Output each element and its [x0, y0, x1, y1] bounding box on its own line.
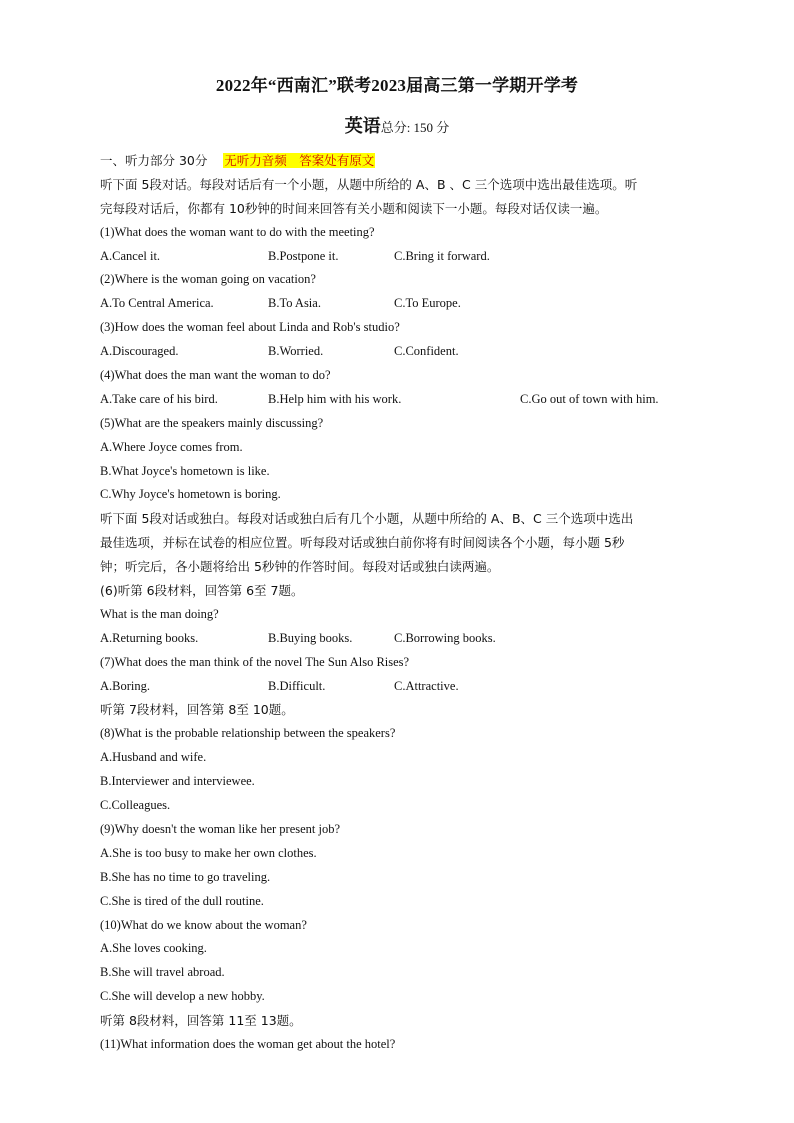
option-a: A.To Central America. [100, 296, 214, 311]
option-a: A.Where Joyce comes from. [100, 439, 243, 454]
question-stem: (4)What does the man want the woman to do? [100, 368, 331, 383]
group-intro: (6)听第 6段材料，回答第 6至 7题。 [100, 583, 304, 599]
subject-line [0, 112, 794, 138]
option-row [100, 245, 700, 269]
option-a: A.Boring. [100, 678, 150, 693]
option-b: B.Postpone it. [268, 248, 339, 263]
group-intro: 听第 8段材料，回答第 11至 13题。 [100, 1013, 302, 1029]
option-a: A.She loves cooking. [100, 941, 207, 956]
total-score: 总分: 150 分 [380, 120, 450, 135]
option-c: C.Why Joyce's hometown is boring. [100, 487, 281, 502]
question-stem: (8)What is the probable relationship between the speakers? [100, 726, 396, 741]
instructions-line: 最佳选项，并标在试卷的相应位置。听每段对话或独白前你将有时间阅读各个小题，每小题 5秒 [100, 535, 625, 551]
question-stem: (1)What does the woman want to do with the meeting? [100, 224, 375, 239]
option-b: B.Help him with his work. [268, 391, 402, 406]
option-b: B.She will travel abroad. [100, 965, 225, 980]
question-stem: (9)Why doesn't the woman like her present job? [100, 821, 341, 836]
option-row [100, 340, 700, 364]
subject-name: 英语 [344, 116, 381, 137]
option-row [100, 627, 700, 651]
option-c: C.Borrowing books. [394, 630, 496, 645]
option-row [100, 292, 700, 316]
option-b: B.Difficult. [268, 678, 326, 693]
section-label: 一、听力部分 30分 [100, 153, 208, 168]
option-a: A.Cancel it. [100, 248, 161, 263]
highlighted-note: 无听力音频 答案处有原文 [224, 153, 375, 168]
section-heading [100, 149, 700, 173]
question-stem: What is the man doing? [100, 606, 219, 621]
option-a: A.She is too busy to make her own clothes. [100, 845, 317, 860]
question-stem: (3)How does the woman feel about Linda and Rob's studio? [100, 320, 400, 335]
option-b: B.What Joyce's hometown is like. [100, 463, 270, 478]
option-row [100, 388, 700, 412]
question-stem: (10)What do we know about the woman? [100, 917, 307, 932]
option-c: C.Colleagues. [100, 798, 171, 813]
option-row [100, 675, 700, 699]
option-c: C.To Europe. [394, 296, 461, 311]
instructions-line: 钟；听完后，各小题将给出 5秒钟的作答时间。每段对话或独白读两遍。 [100, 559, 500, 575]
option-c: C.She is tired of the dull routine. [100, 893, 264, 908]
option-b: B.Worried. [268, 344, 324, 359]
option-a: A.Take care of his bird. [100, 391, 218, 406]
question-stem: (2)Where is the woman going on vacation? [100, 272, 316, 287]
option-a: A.Returning books. [100, 630, 199, 645]
question-stem: (11)What information does the woman get about the hotel? [100, 1036, 396, 1051]
option-a: A.Discouraged. [100, 344, 179, 359]
question-stem: (7)What does the man think of the novel The Sun Also Rises? [100, 654, 410, 669]
instructions-line: 完每段对话后，你都有 10秒钟的时间来回答有关小题和阅读下一小题。每段对话仅读一遍。 [100, 200, 608, 216]
option-b: B.To Asia. [268, 296, 321, 311]
question-stem: (5)What are the speakers mainly discussing? [100, 415, 324, 430]
option-c: C.Bring it forward. [394, 248, 490, 263]
instructions-line: 听下面 5段对话。每段对话后有一个小题，从题中所给的 A、B 、C 三个选项中选出最佳选项。听 [100, 176, 638, 192]
option-a: A.Husband and wife. [100, 750, 207, 765]
option-c: C.Go out of town with him. [520, 391, 659, 406]
option-c: C.She will develop a new hobby. [100, 989, 265, 1004]
group-intro: 听第 7段材料，回答第 8至 10题。 [100, 702, 294, 718]
exam-title: 2022年“西南汇”联考2023届高三第一学期开学考 [215, 76, 579, 95]
option-b: B.Buying books. [268, 630, 353, 645]
option-b: B.She has no time to go traveling. [100, 869, 271, 884]
option-c: C.Confident. [394, 344, 459, 359]
option-c: C.Attractive. [394, 678, 459, 693]
listening-section [100, 149, 700, 1057]
option-b: B.Interviewer and interviewee. [100, 774, 255, 789]
instructions-line: 听下面 5段对话或独白。每段对话或独白后有几个小题，从题中所给的 A、B、C 三个选项中选出 [100, 511, 634, 527]
